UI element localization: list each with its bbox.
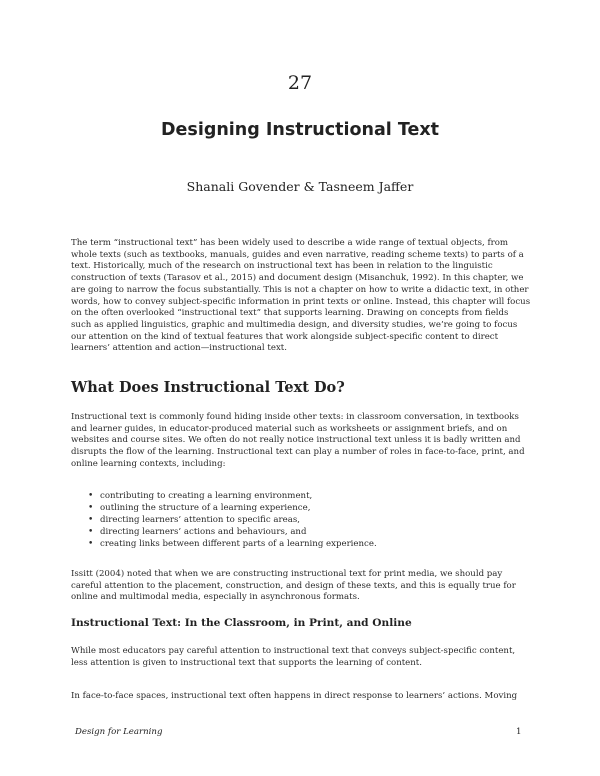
list-item-text: outlining the structure of a learning experience,: [100, 503, 311, 513]
intro-paragraph: The term “instructional text” has been widely used to describe a wide range of textual objects, from whole texts (such as textbooks, manuals, guides and even narrative, reading scheme texts) to parts of a text. Historically, much of the research on instructional text has been in relation to the linguistic construction of texts (Tarasov et al., 2015) and document design (Misanchuk, 1992). In this chapter, we are going to narrow the focus substantially. This is not a chapter on how to write a didactic text, in other words, how to convey subject-specific information in print texts or online. Instead, this chapter will focus on the often overlooked “instructional text” that supports learning. Drawing on concepts from fields such as applied linguistics, graphic and multimedia design, and diversity studies, we’re going to focus our attention on the kind of textual features that work alongside subject-specific content to direct learners’ attention and action—instructional text.: [71, 238, 531, 354]
section2-paragraph-1: While most educators pay careful attention to instructional text that conveys subject-specific content, less attention is given to instructional text that supports the learning of content.: [71, 646, 516, 668]
bullet-icon: •: [88, 515, 94, 525]
list-item: [88, 502, 518, 514]
footer-page-number: 1: [516, 727, 522, 737]
bullet-icon: •: [88, 527, 94, 537]
roles-bullet-list: [88, 490, 518, 550]
section2-paragraph-2: In face-to-face spaces, instructional text often happens in direct response to learners’ actions. Moving: [71, 691, 518, 701]
list-item-text: creating links between different parts of a learning experience.: [100, 539, 377, 549]
bullet-icon: •: [88, 539, 94, 549]
footer-book-title: Design for Learning: [75, 727, 163, 737]
section1-paragraph-2: Issitt (2004) noted that when we are constructing instructional text for print media, we should pay careful attention to the placement, construction, and design of these texts, and this is equally true for online and multimodal media, especially in asynchronous formats.: [71, 569, 516, 603]
list-item: [88, 514, 518, 526]
bullet-icon: •: [88, 491, 94, 501]
bullet-icon: •: [88, 503, 94, 513]
list-item-text: contributing to creating a learning environment,: [100, 491, 313, 501]
list-item: [88, 490, 518, 502]
chapter-title: Designing Instructional Text: [161, 120, 439, 140]
section1-paragraph-1: Instructional text is commonly found hiding inside other texts: in classroom conversation, in textbooks and learner guides, in educator-produced material such as worksheets or assignment briefs, and on websites and course sites. We often do not really notice instructional text unless it is badly written and disrupts the flow of the learning. Instructional text can play a number of roles in face-to-face, print, and online learning contexts, including:: [71, 412, 525, 469]
list-item-text: directing learners’ actions and behaviours, and: [100, 527, 307, 537]
list-item: [88, 538, 518, 550]
section-heading-what-does: What Does Instructional Text Do?: [71, 379, 345, 396]
list-item-text: directing learners’ attention to specific areas,: [100, 515, 300, 525]
chapter-number: 27: [287, 72, 313, 94]
list-item: [88, 526, 518, 538]
section-heading-classroom-print-online: Instructional Text: In the Classroom, in Print, and Online: [71, 617, 412, 629]
chapter-authors: Shanali Govender & Tasneem Jaffer: [186, 179, 414, 194]
